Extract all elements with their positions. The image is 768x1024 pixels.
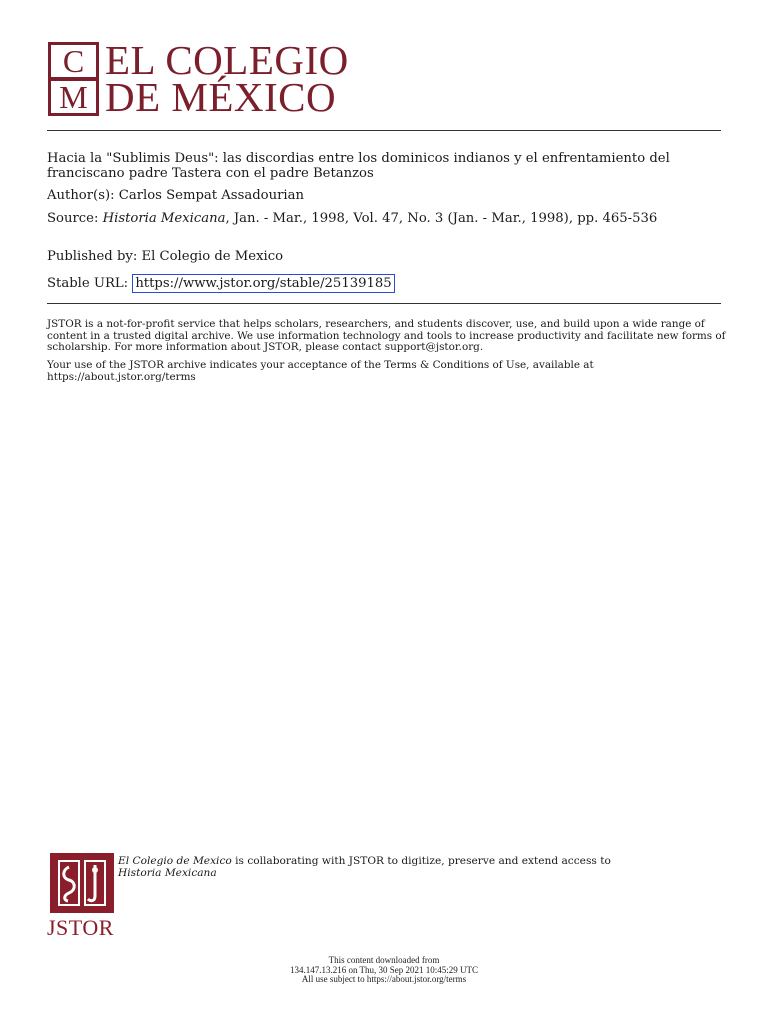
publisher-name: El Colegio de Mexico <box>141 249 284 264</box>
logo-line-1: EL COLEGIO <box>105 37 349 83</box>
stable-url-line <box>47 276 727 291</box>
footer-line-1: This content downloaded from <box>328 955 440 965</box>
colegio-logo <box>48 37 349 120</box>
stable-url-label: Stable URL: <box>47 276 129 291</box>
footer-line-3: All use subject to https://about.jstor.org/terms <box>301 974 467 984</box>
source-label: Source: <box>47 211 99 226</box>
publisher-label: Published by: <box>47 249 138 264</box>
author-line <box>47 188 727 203</box>
source-line <box>47 211 727 226</box>
top-divider <box>47 130 721 131</box>
stable-url-link[interactable]: https://www.jstor.org/stable/25139185 <box>132 274 394 293</box>
publisher-line <box>47 249 727 264</box>
terms-notice: Your use of the JSTOR archive indicates your acceptance of the Terms & Conditions of Use, available at https://about.jstor.org/terms <box>47 359 594 383</box>
source-details: , Jan. - Mar., 1998, Vol. 47, No. 3 (Jan. - Mar., 1998), pp. 465-536 <box>225 211 658 226</box>
collaboration-text: is collaborating with JSTOR to digitize, preserve and extend access to <box>231 855 611 867</box>
logo-line-2: DE MÉXICO <box>105 74 337 120</box>
cm-monogram-icon <box>48 42 99 116</box>
jstor-notice: JSTOR is a not-for-profit service that helps scholars, researchers, and students discover, use, and build upon a wide range of content in a trusted digital archive. We use information technology and tools to increase productivity and facilitate new forms of scholarship. For more information about JSTOR, please contact support@jstor.org. <box>47 318 726 353</box>
jstor-logo <box>47 853 117 941</box>
footer-line-2: 134.147.13.216 on Thu, 30 Sep 2021 10:45:29 UTC <box>289 964 479 975</box>
author-name: Carlos Sempat Assadourian <box>118 188 304 203</box>
bottom-divider <box>47 303 721 304</box>
download-footer <box>0 956 768 985</box>
monogram-m: M <box>51 81 96 113</box>
author-label: Author(s): <box>47 188 115 203</box>
collaboration-statement <box>118 856 718 879</box>
monogram-c: C <box>51 45 96 77</box>
logo-wordmark <box>105 37 349 120</box>
source-journal: Historia Mexicana <box>102 211 226 226</box>
jstor-seal-icon <box>50 853 114 913</box>
collaboration-journal: Historia Mexicana <box>118 866 217 879</box>
article-title: Hacia la "Sublimis Deus": las discordias entre los dominicos indianos y el enfrentamiento del franciscano padre Tastera con el padre Betanzos <box>47 151 670 181</box>
jstor-wordmark: JSTOR <box>47 915 114 940</box>
collaborating-org: El Colegio de Mexico <box>118 855 232 867</box>
